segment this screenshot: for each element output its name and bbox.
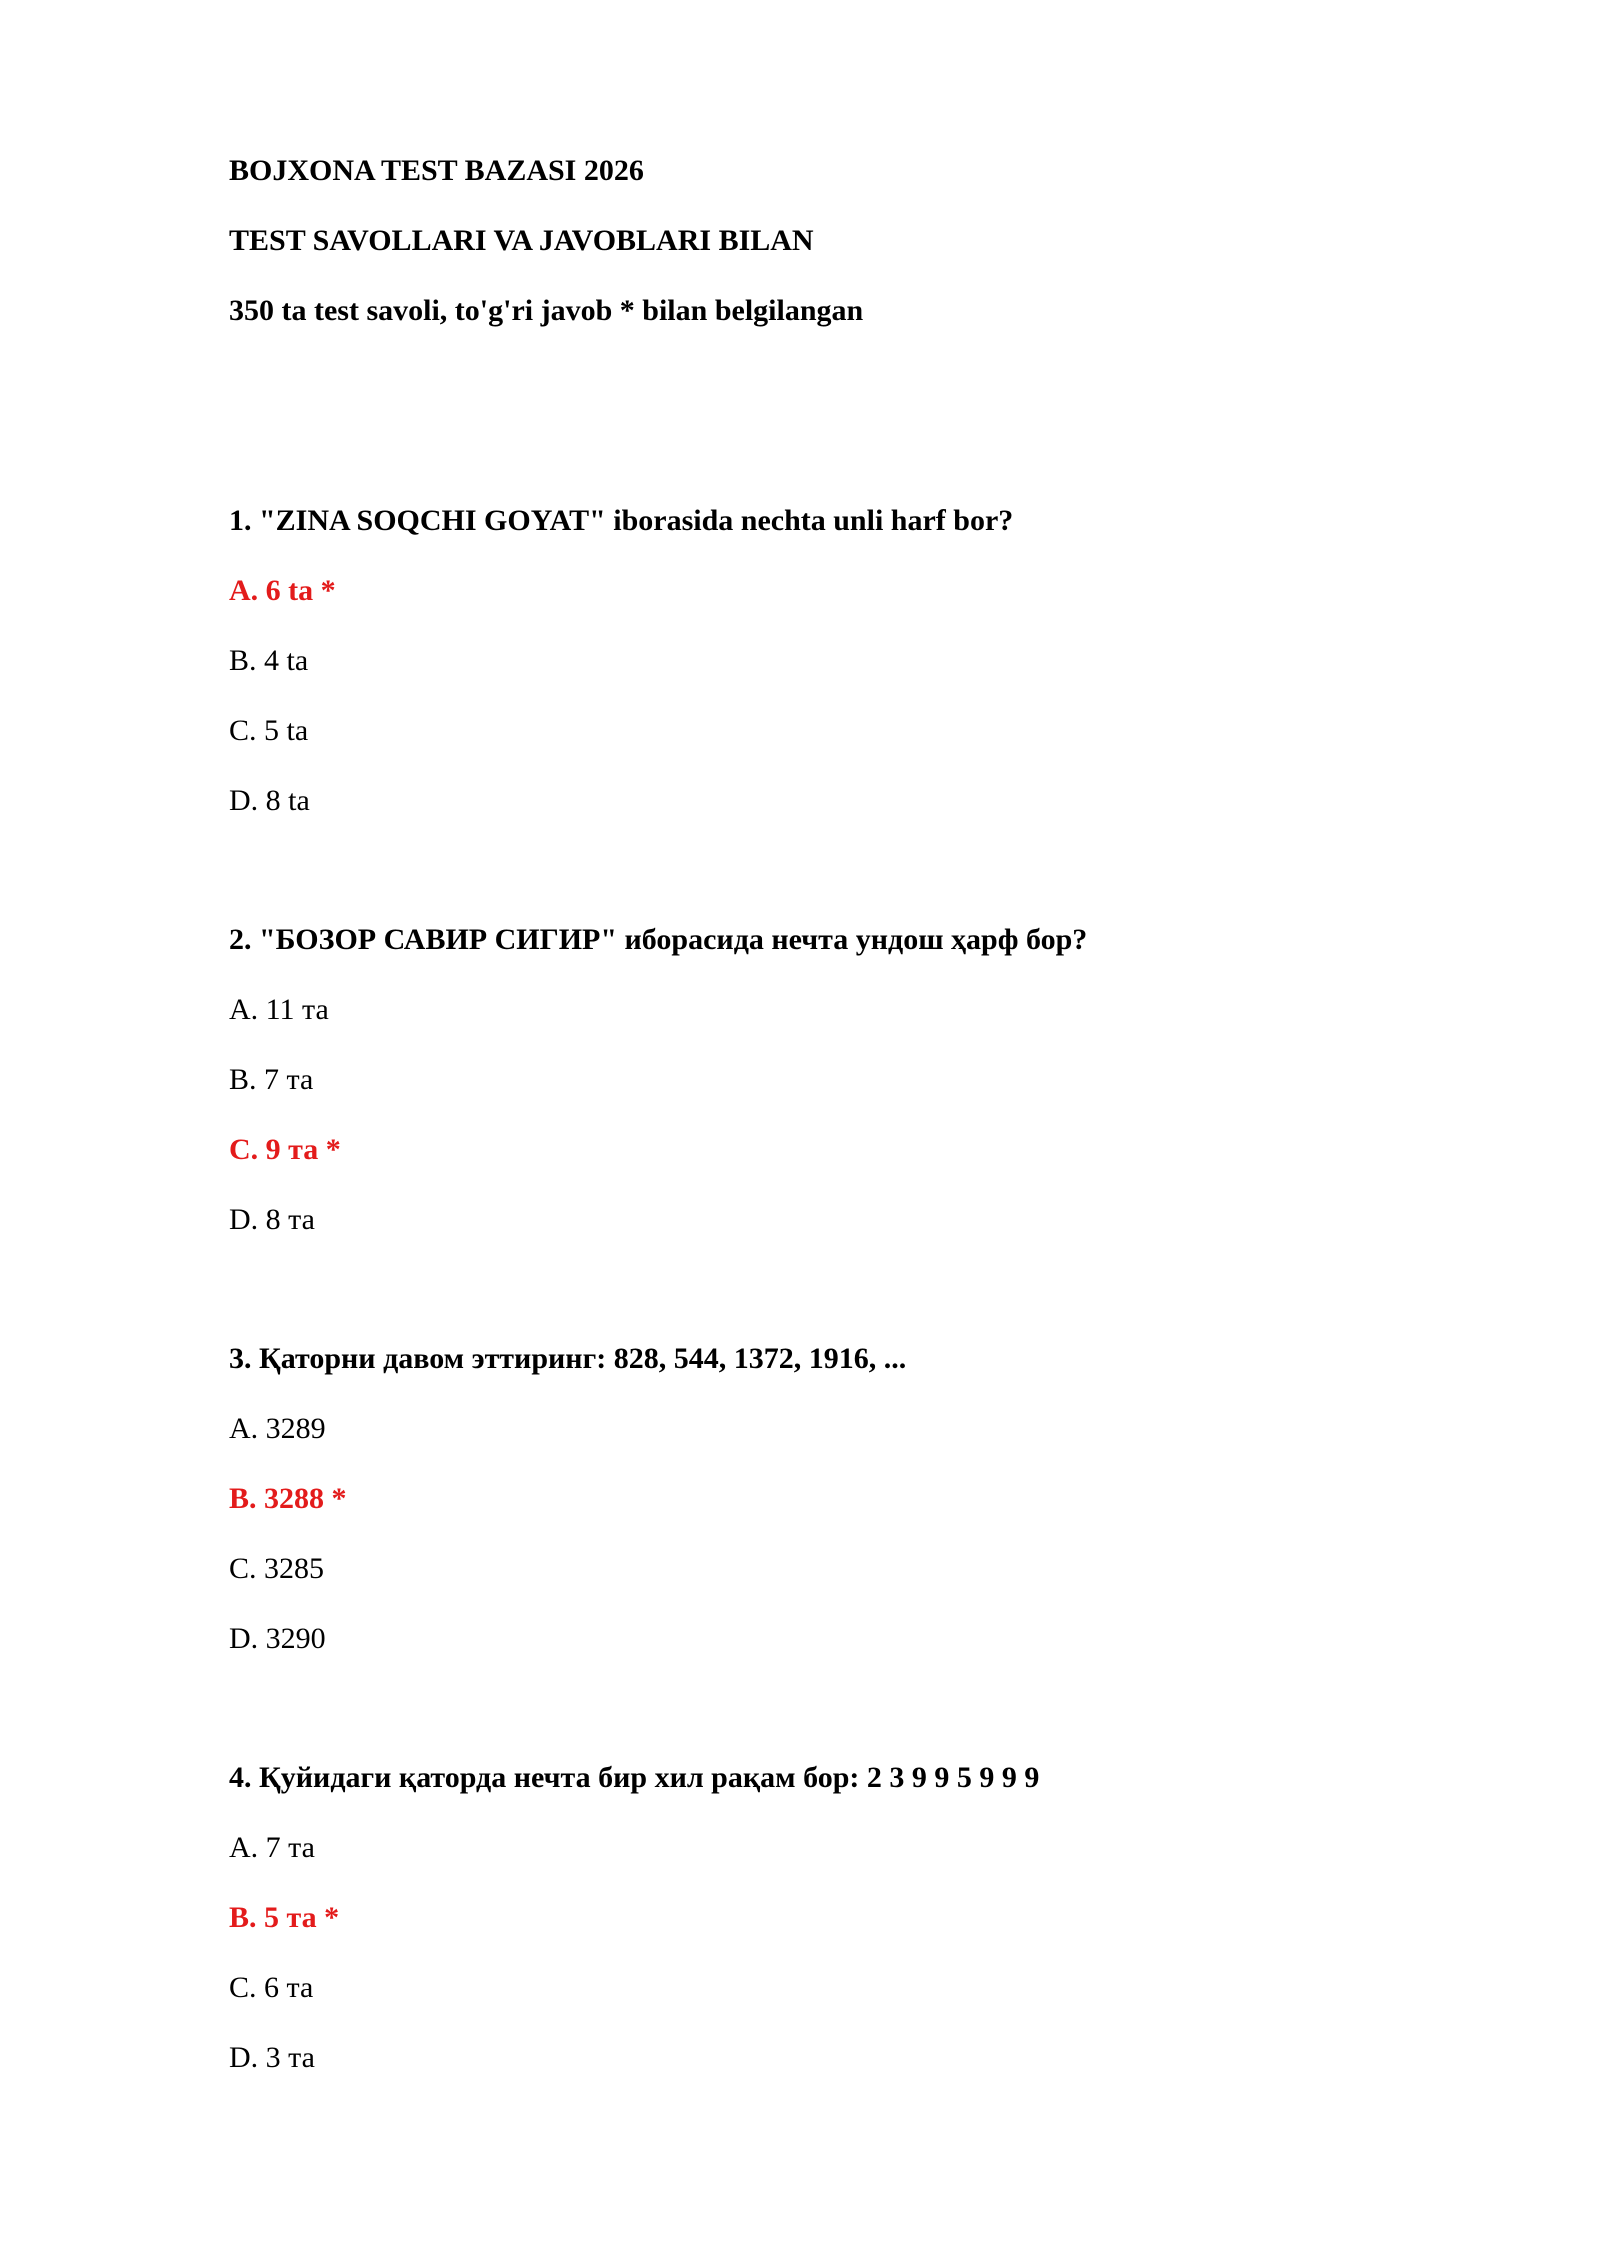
- question-1: 1. "ZINA SOQCHI GOYAT" iborasida nechta unli harf bor?: [229, 504, 1014, 537]
- question-2-option-b: B. 7 та: [229, 1063, 314, 1096]
- question-4: 4. Қуйидаги қаторда нечта бир хил рақам бор: 2 3 9 9 5 9 9 9: [229, 1761, 1040, 1794]
- question-4-option-a: A. 7 та: [229, 1831, 315, 1864]
- question-1-option-a: A. 6 ta *: [229, 574, 336, 607]
- question-1-option-b: B. 4 ta: [229, 644, 309, 677]
- question-2-option-a: A. 11 та: [229, 993, 329, 1026]
- question-1-option-d: D. 8 ta: [229, 784, 310, 817]
- question-4-option-b: B. 5 та *: [229, 1901, 340, 1934]
- question-2-option-d: D. 8 та: [229, 1203, 315, 1236]
- question-3-option-d: D. 3290: [229, 1622, 326, 1655]
- question-3-option-c: C. 3285: [229, 1552, 325, 1585]
- question-2-option-c: C. 9 та *: [229, 1133, 341, 1166]
- question-3-option-a: A. 3289: [229, 1412, 326, 1445]
- question-2: 2. "БОЗОР САВИР СИГИР" иборасида нечта ундош ҳарф бор?: [229, 923, 1088, 956]
- question-4-option-c: C. 6 та: [229, 1971, 314, 2004]
- document-subtitle: TEST SAVOLLARI VA JAVOBLARI BILAN: [229, 224, 814, 257]
- document-title: BOJXONA TEST BAZASI 2026: [229, 154, 644, 187]
- question-3-option-b: B. 3288 *: [229, 1482, 347, 1515]
- question-3: 3. Қаторни давом эттиринг: 828, 544, 1372, 1916, ...: [229, 1342, 907, 1375]
- document-note: 350 ta test savoli, to'g'ri javob * bilan belgilangan: [229, 294, 864, 327]
- question-4-option-d: D. 3 та: [229, 2041, 315, 2074]
- question-1-option-c: C. 5 ta: [229, 714, 309, 747]
